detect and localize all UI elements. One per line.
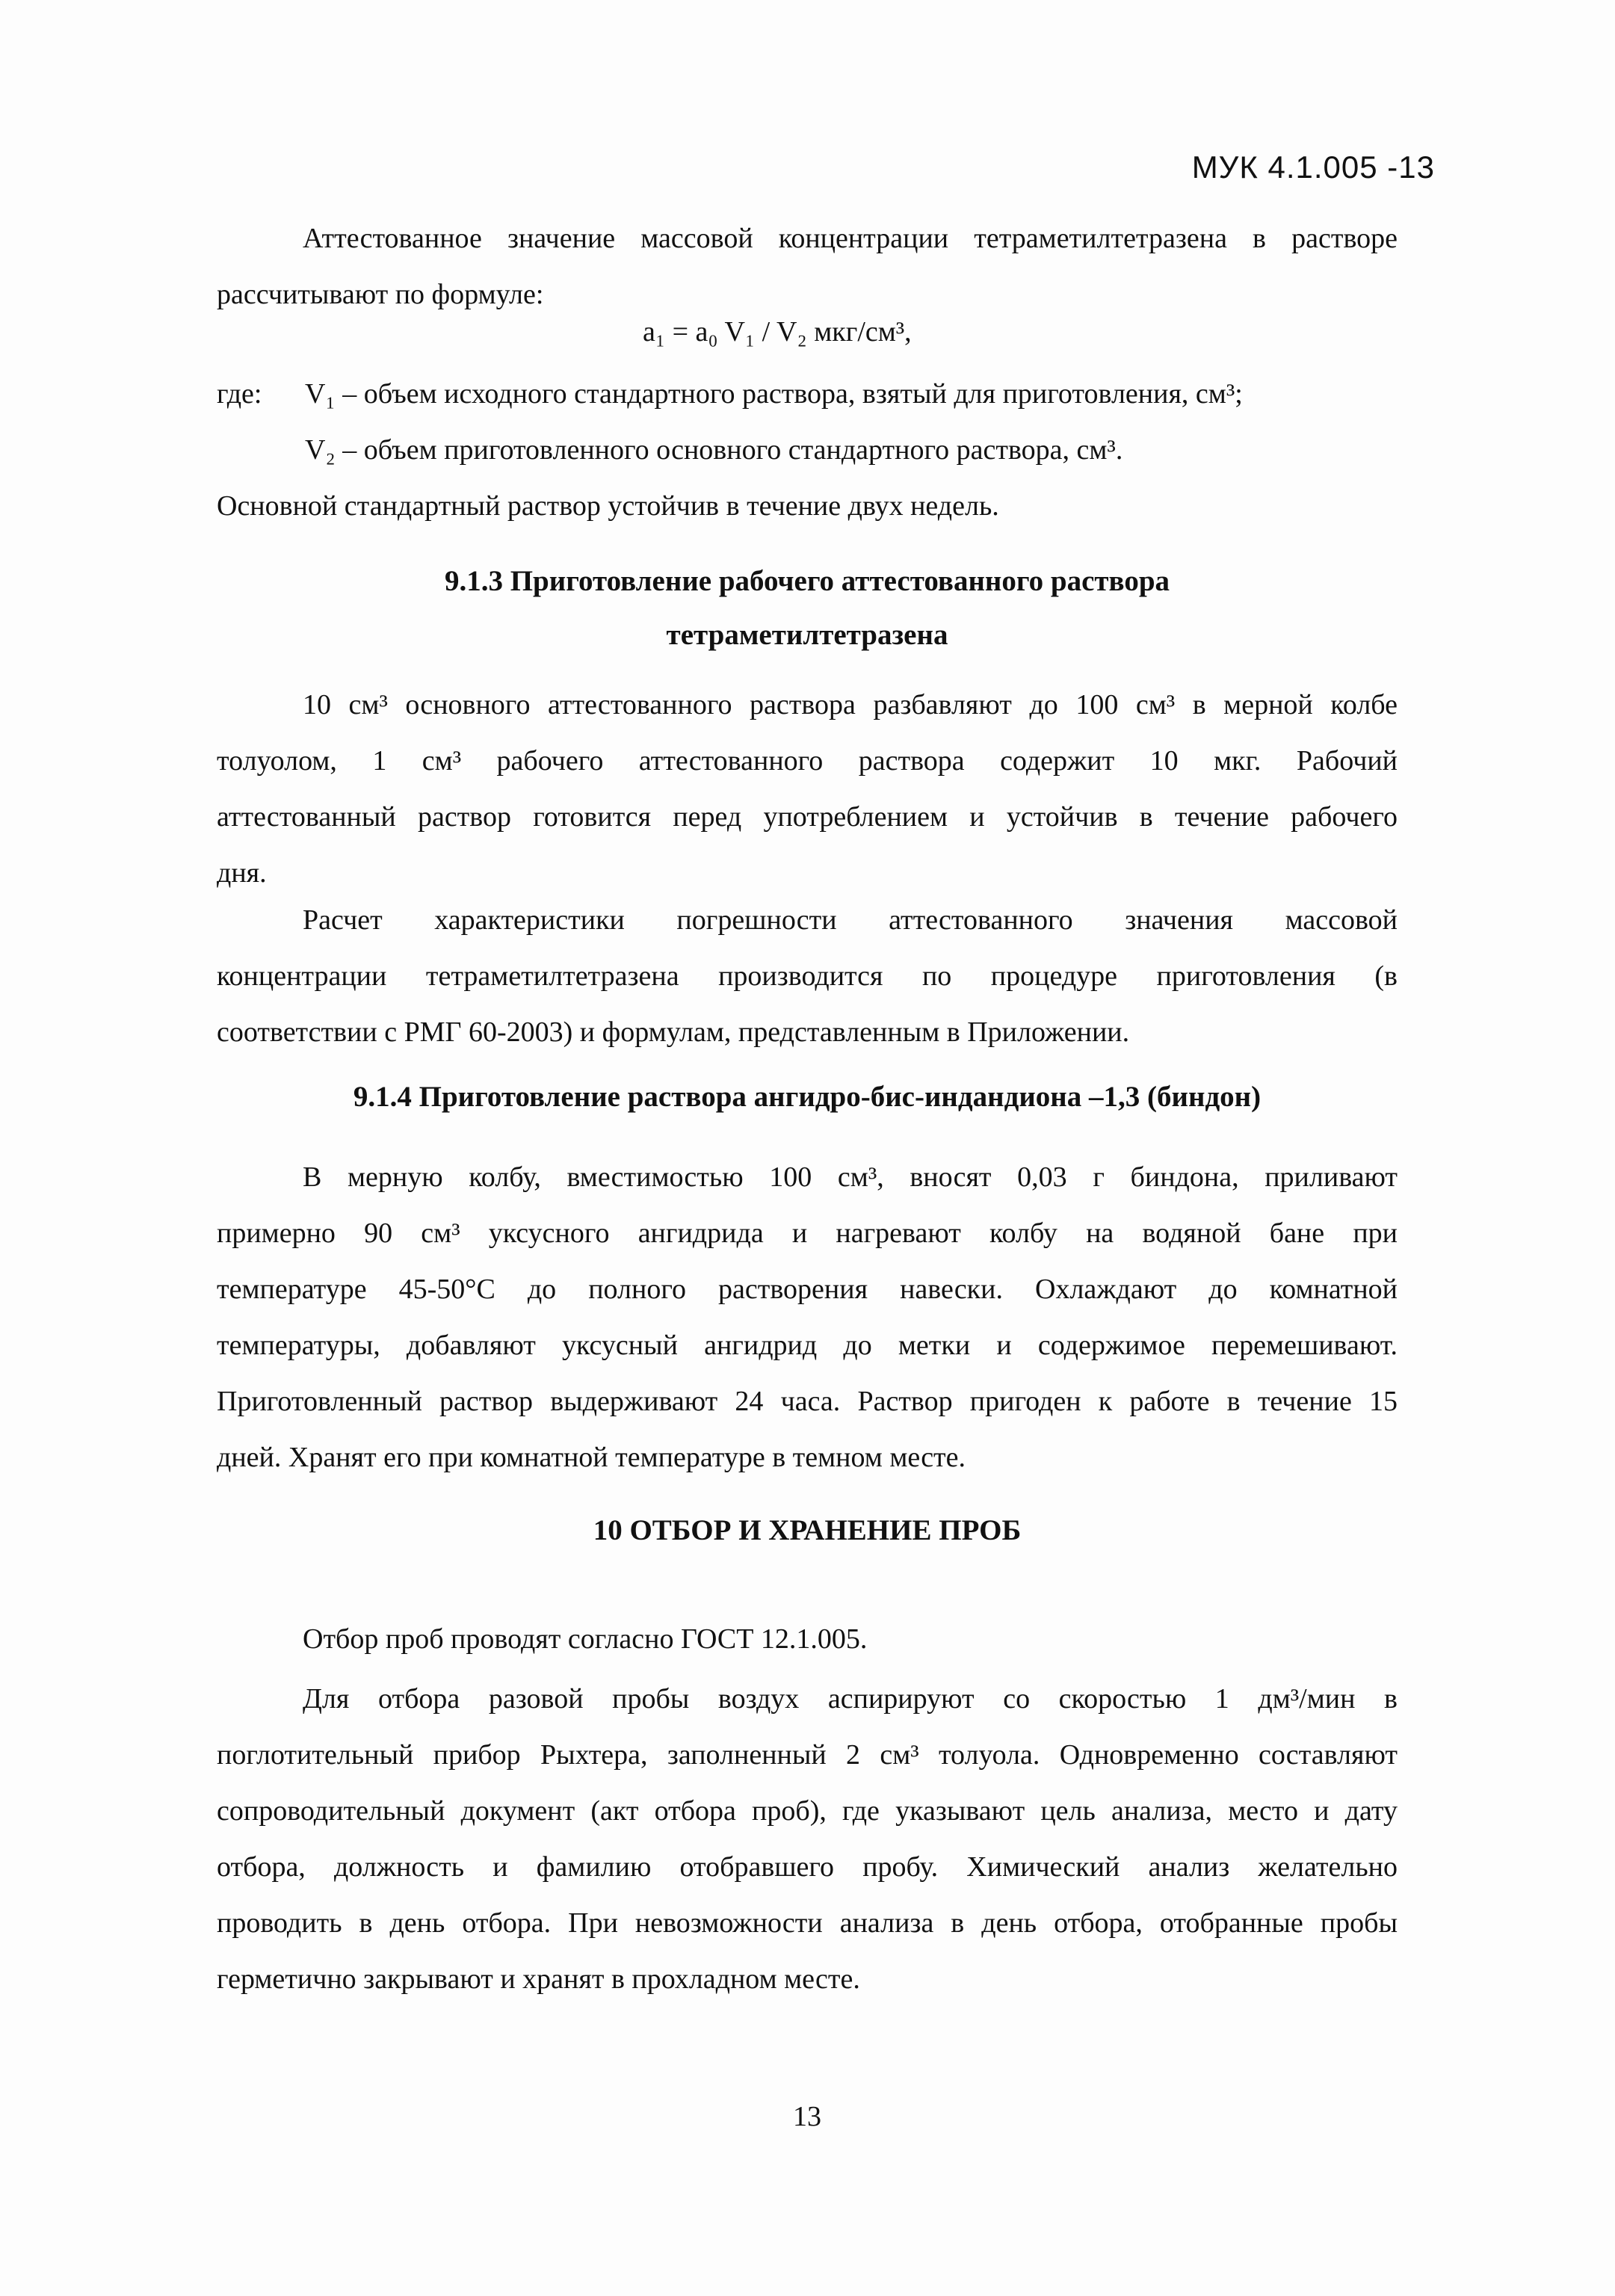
document-code: МУК 4.1.005 -13 [1191,149,1435,185]
working-solution-line-3: аттестованный раствор готовится перед употреблением и устойчив в течение рабочего [217,801,1398,833]
page-number: 13 [793,2101,821,2132]
bindone-line-3: температуре 45-50°С до полного растворения навески. Охлаждают до комнатной [217,1274,1398,1305]
sampling-procedure-line-2: поглотительный прибор Рыхтера, заполненный 2 см³ толуола. Одновременно составляют [217,1739,1398,1771]
formula-intro-paragraph [217,211,1398,323]
bindone-line-6: дней. Хранят его при комнатной температуре в темном месте. [217,1442,966,1473]
sampling-reference-paragraph [217,1611,1398,1667]
section-9-1-3-heading [217,555,1398,662]
section-9-1-4-heading: 9.1.4 Приготовление раствора ангидро-бис-индандиона –1,3 (биндон) [353,1081,1262,1113]
working-solution-paragraph [217,677,1398,901]
sampling-reference-line: Отбор проб проводят согласно ГОСТ 12.1.005. [303,1623,868,1655]
bindone-line-2: примерно 90 см³ уксусного ангидрида и нагревают колбу на водяной бане при [217,1218,1398,1249]
bindone-line-5: Приготовленный раствор выдерживают 24 часа. Раствор пригоден к работе в течение 15 [217,1386,1398,1417]
sampling-procedure-line-6: герметично закрывают и хранят в прохладном месте. [217,1963,860,1995]
error-calculation-line-1: Расчет характеристики погрешности аттестованного значения массовой [303,904,1398,936]
sampling-procedure-paragraph [217,1671,1398,2008]
working-solution-line-1: 10 см³ основного аттестованного раствора разбавляют до 100 см³ в мерной колбе [303,689,1398,720]
where-label: где: [217,378,262,410]
error-calculation-line-3: соответствии с РМГ 60-2003) и формулам, представленным в Приложении. [217,1016,1130,1048]
formula-variable-definitions [217,366,1398,534]
sampling-procedure-line-1: Для отбора разовой пробы воздух аспирируют со скоростью 1 дм³/мин в [303,1683,1398,1715]
working-solution-line-2: толуолом, 1 см³ рабочего аттестованного раствора содержит 10 мкг. Рабочий [217,745,1398,777]
variable-definition-v1 [217,366,1398,422]
error-calculation-paragraph [217,892,1398,1061]
bindone-line-4: температуры, добавляют уксусный ангидрид до метки и содержимое перемешивают. [217,1330,1398,1361]
variable-v2-definition: V₂ – объем приготовленного основного стандартного раствора, см³. [305,434,1123,466]
sampling-procedure-line-3: сопроводительный документ (акт отбора проб), где указывают цель анализа, место и дату [217,1795,1398,1827]
sampling-procedure-line-4: отбора, должность и фамилию отобравшего пробу. Химический анализ желательно [217,1851,1398,1883]
bindone-line-1: В мерную колбу, вместимостью 100 см³, вносят 0,03 г биндона, приливают [303,1161,1398,1193]
section-9-1-3-heading-line-2: тетраметилтетразена [666,619,948,651]
section-10-heading: 10 ОТБОР И ХРАНЕНИЕ ПРОБ [593,1514,1022,1546]
working-solution-line-4: дня. [217,857,267,889]
formula-intro-line-2: рассчитывают по формуле: [217,279,544,310]
section-9-1-3-heading-line-1: 9.1.3 Приготовление рабочего аттестованного раствора [444,565,1170,597]
bindone-solution-paragraph [217,1149,1398,1486]
error-calculation-line-2: концентрации тетраметилтетразена производится по процедуре приготовления (в [217,960,1398,992]
stability-statement: Основной стандартный раствор устойчив в течение двух недель. [217,490,999,522]
concentration-formula: a₁ = a₀ V₁ / V₂ мкг/см³, [643,316,912,348]
variable-v1-definition: V₁ – объем исходного стандартного раствора, взятый для приготовления, см³; [305,378,1243,410]
sampling-procedure-line-5: проводить в день отбора. При невозможности анализа в день отбора, отобранные пробы [217,1907,1398,1939]
formula-intro-line-1: Аттестованное значение массовой концентрации тетраметилтетразена в растворе [303,223,1398,254]
